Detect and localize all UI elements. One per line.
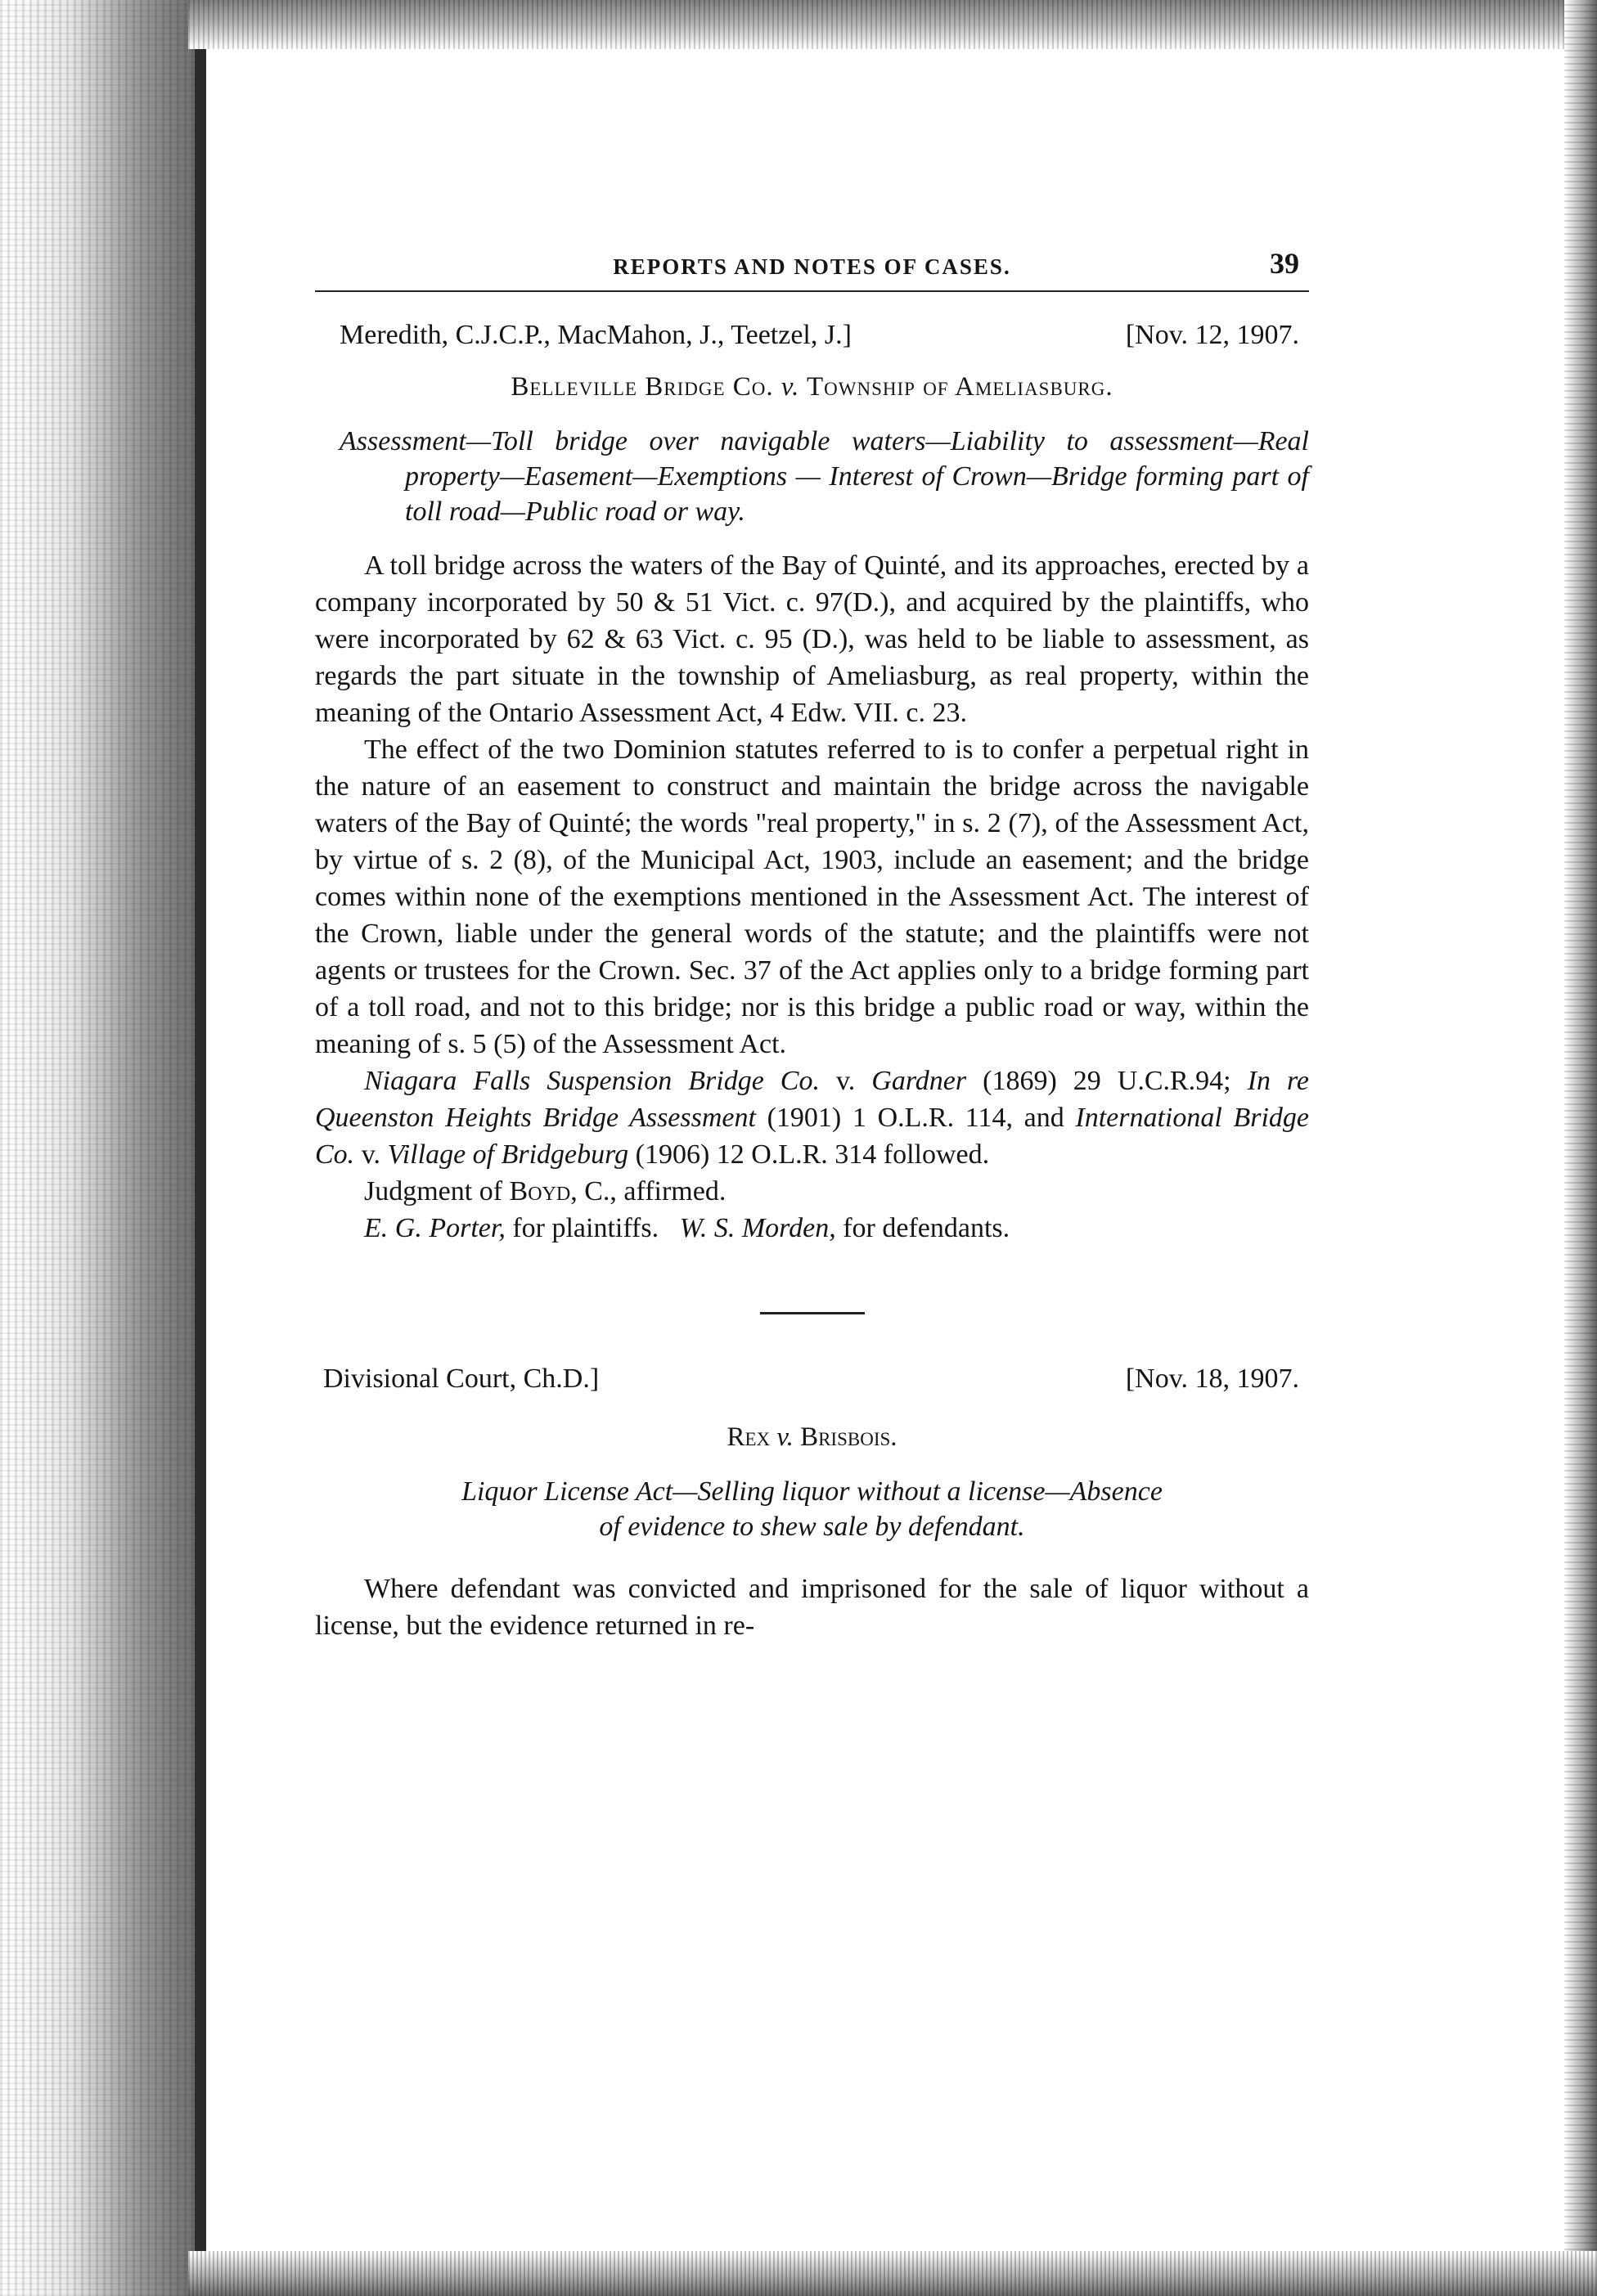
case-title-defendant: Township of Ameliasburg. xyxy=(807,372,1113,402)
case-title-plaintiff: Rex xyxy=(727,1422,771,1452)
page-number: 39 xyxy=(1270,247,1299,280)
headnote: Assessment—Toll bridge over navigable waters—Liability to assessment—Real property—Easement—Exemptions — Interest of Crown—Bridge forming part of toll road—Public road or way. xyxy=(340,426,1309,527)
page-content xyxy=(315,241,1309,1644)
defendant-counsel-role: for defendants. xyxy=(843,1213,1010,1243)
paragraph: A toll bridge across the waters of the Bay of Quinté, and its approaches, erected by a company incorporated by 50 & 51 Vict. c. 97(D.), and acquired by the plaintiffs, who were incorporated by 62 & 63 Vict. c. 95 (D.), was held to be liable to assessment, as regards the part situate in the township of Ameliasburg, as real property, within the meaning of the Ontario Assessment Act, 4 Edw. VII. c. 23. xyxy=(315,550,1309,728)
counsel-line xyxy=(315,1210,1309,1247)
headnote xyxy=(315,1474,1309,1544)
plaintiff-counsel-role: for plaintiffs. xyxy=(512,1213,659,1243)
judgment-prefix: Judgment of xyxy=(364,1176,503,1206)
case-judges: Meredith, C.J.C.P., MacMahon, J., Teetzel, J.] xyxy=(340,320,852,350)
scan-bottom-edge xyxy=(188,2251,1597,2296)
case-title-plaintiff: Belleville Bridge Co. xyxy=(511,372,774,402)
case-court: Divisional Court, Ch.D.] xyxy=(323,1364,600,1394)
defendant-counsel-name: W. S. Morden, xyxy=(679,1213,836,1243)
citations xyxy=(315,1063,1309,1173)
scan-left-edge xyxy=(0,0,196,2296)
case-date: [Nov. 18, 1907. xyxy=(1125,1364,1299,1394)
citation-party: Village of Bridgeburg xyxy=(387,1139,629,1170)
case-title-defendant: Brisbois. xyxy=(800,1422,897,1452)
citation-case-name: International Bridge Co. xyxy=(315,1103,1309,1170)
running-head xyxy=(315,241,1309,292)
citation-party: Gardner xyxy=(871,1066,967,1096)
citation-reference: (1906) 12 O.L.R. 314 followed. xyxy=(635,1139,990,1170)
paragraph: Where defendant was convicted and imprisoned for the sale of liquor without a license, but the evidence returned in re- xyxy=(315,1574,1309,1641)
case-title xyxy=(315,372,1309,402)
case-date: [Nov. 12, 1907. xyxy=(1125,320,1299,350)
judge-name: Boyd xyxy=(509,1176,571,1206)
headnote-line: of evidence to shew sale by defendant. xyxy=(599,1512,1025,1542)
citation-versus: v. xyxy=(361,1139,380,1170)
section-divider xyxy=(760,1312,865,1314)
case-title-versus: v. xyxy=(776,1422,794,1452)
judgment-suffix: , C., affirmed. xyxy=(570,1176,727,1206)
plaintiff-counsel-name: E. G. Porter, xyxy=(364,1213,506,1243)
citation-reference: (1869) 29 U.C.R.94; xyxy=(983,1066,1231,1096)
citation-reference: (1901) 1 O.L.R. 114, and xyxy=(767,1103,1064,1133)
case-header xyxy=(315,1364,1309,1404)
case-header xyxy=(315,320,1309,361)
running-title: REPORTS AND NOTES OF CASES. xyxy=(613,254,1011,279)
judgment-line xyxy=(315,1173,1309,1210)
paragraph: The effect of the two Dominion statutes referred to is to confer a perpetual right in the nature of an easement to construct and maintain the bridge across the navigable waters of the Bay of Quinté; the words "real property," in s. 2 (7), of the Assessment Act, by virtue of s. 2 (8), of the Municipal Act, 1903, include an easement; and the bridge comes within none of the exemptions mentioned in the Assessment Act. The interest of the Crown, liable under the general words of the statute; and the plaintiffs were not agents or trustees for the Crown. Sec. 37 of the Act applies only to a bridge forming part of a toll road, and not to this bridge; nor is this bridge a public road or way, within the meaning of s. 5 (5) of the Assessment Act. xyxy=(315,735,1309,1059)
scan-top-edge xyxy=(188,0,1597,49)
scan-right-edge xyxy=(1564,0,1597,2296)
headnote-line: Liquor License Act—Selling liquor without a license—Absence xyxy=(461,1476,1163,1507)
citation-versus: v. xyxy=(835,1066,856,1096)
citation-case-name: Niagara Falls Suspension Bridge Co. xyxy=(364,1066,820,1096)
case-title-versus: v. xyxy=(781,372,800,402)
case-title xyxy=(315,1422,1309,1453)
citation-case-name: In re Queenston Heights Bridge Assessment xyxy=(315,1066,1310,1133)
